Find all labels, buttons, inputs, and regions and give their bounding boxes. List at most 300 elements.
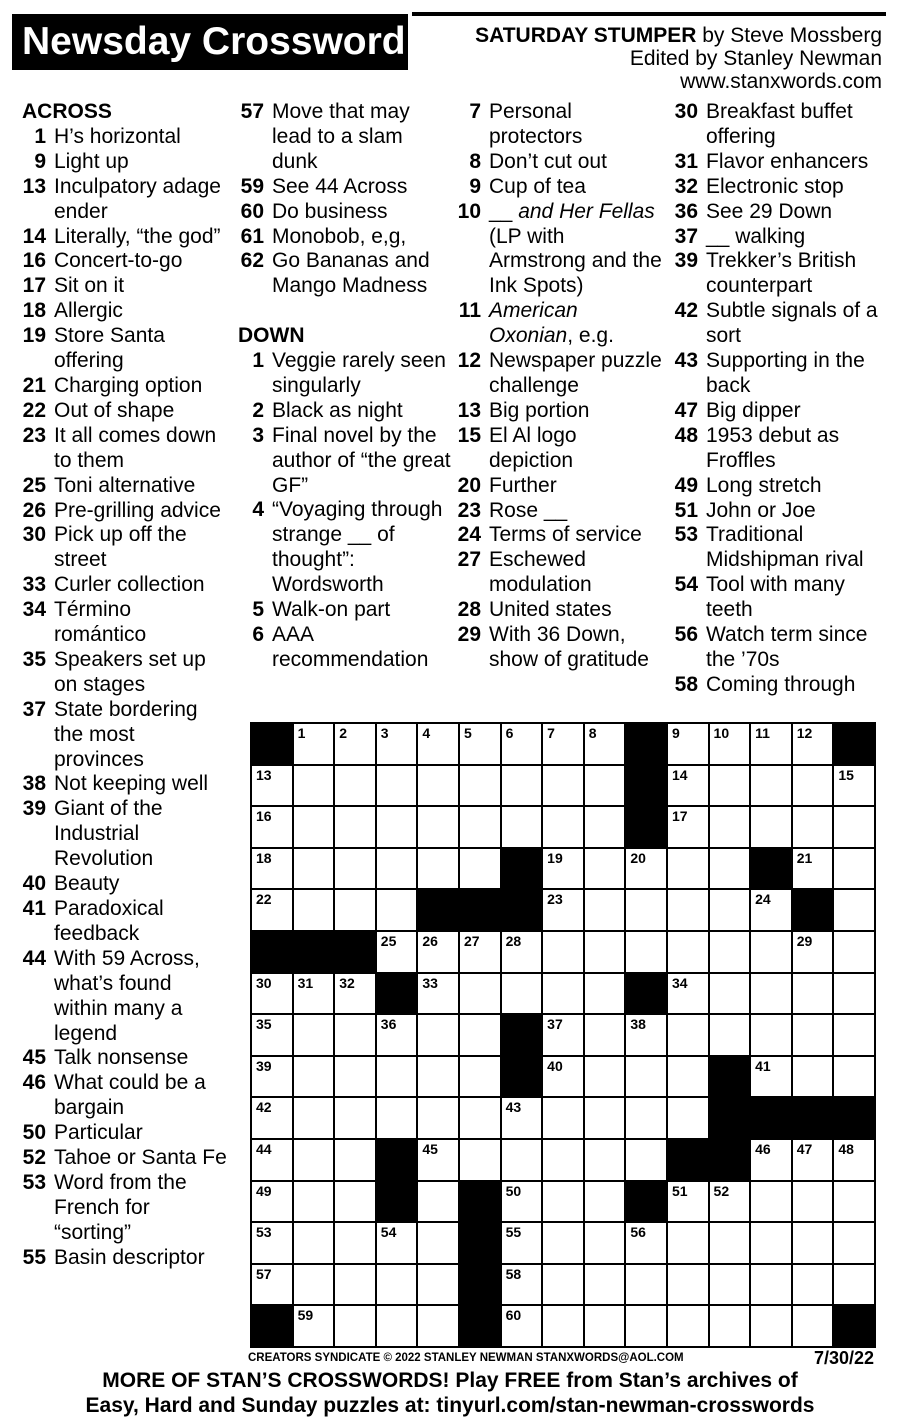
grid-cell[interactable] [584, 1056, 626, 1098]
grid-cell[interactable] [584, 973, 626, 1015]
grid-cell[interactable] [792, 765, 834, 807]
grid-cell[interactable] [293, 1222, 335, 1264]
grid-cell[interactable] [833, 1056, 875, 1098]
grid-cell[interactable] [542, 1305, 584, 1347]
grid-cell[interactable] [584, 931, 626, 973]
grid-cell[interactable] [417, 806, 459, 848]
across-clue[interactable] [22, 499, 228, 524]
grid-cell[interactable] [709, 1181, 751, 1223]
grid-cell[interactable] [625, 1014, 667, 1056]
grid-cell[interactable] [459, 806, 501, 848]
grid-cell[interactable] [833, 765, 875, 807]
cell-number: 60 [505, 1307, 522, 1324]
down-clue[interactable] [455, 474, 665, 499]
across-clue[interactable] [22, 797, 228, 872]
grid-cell[interactable] [334, 1305, 376, 1347]
cell-number: 57 [256, 1265, 272, 1282]
grid-cell[interactable] [584, 1097, 626, 1139]
grid-cell[interactable] [750, 931, 792, 973]
down-clue[interactable] [455, 598, 665, 623]
down-clue[interactable] [672, 573, 886, 623]
grid-cell[interactable] [251, 765, 293, 807]
grid-cell[interactable] [542, 1264, 584, 1306]
grid-cell[interactable] [625, 1305, 667, 1347]
grid-cell[interactable] [459, 848, 501, 890]
clue-text: Término romántico [54, 598, 147, 647]
grid-cell[interactable] [667, 1056, 709, 1098]
grid-cell[interactable] [293, 889, 335, 931]
grid-cell[interactable] [709, 1264, 751, 1306]
grid-cell[interactable] [501, 1139, 543, 1181]
grid-cell[interactable] [833, 1139, 875, 1181]
cell-number: 37 [547, 1016, 563, 1033]
cell-number: 42 [256, 1099, 272, 1116]
down-clue[interactable] [672, 225, 886, 250]
down-clue[interactable] [455, 424, 665, 474]
down-clue[interactable] [672, 673, 886, 698]
across-clue[interactable] [238, 175, 453, 200]
grid-cell[interactable] [833, 1264, 875, 1306]
grid-cell[interactable] [625, 1222, 667, 1264]
down-clue[interactable] [455, 299, 665, 349]
grid-cell[interactable] [459, 1014, 501, 1056]
down-clue[interactable] [455, 523, 665, 548]
grid-cell[interactable] [709, 1305, 751, 1347]
grid-cell[interactable] [709, 848, 751, 890]
down-clue[interactable] [455, 349, 665, 399]
grid-cell[interactable] [667, 765, 709, 807]
down-clue[interactable] [672, 100, 886, 150]
grid-cell[interactable] [750, 1305, 792, 1347]
grid-cell[interactable] [792, 1222, 834, 1264]
grid-cell[interactable] [792, 1139, 834, 1181]
grid-cell[interactable] [293, 973, 335, 1015]
grid-cell[interactable] [334, 848, 376, 890]
across-clue[interactable] [238, 249, 453, 299]
grid-cell[interactable] [334, 1014, 376, 1056]
grid-row [251, 1264, 875, 1306]
grid-cell[interactable] [459, 1097, 501, 1139]
grid-cell[interactable] [750, 806, 792, 848]
grid-cell[interactable] [750, 973, 792, 1015]
across-clue[interactable] [22, 1046, 228, 1071]
grid-cell[interactable] [750, 1222, 792, 1264]
grid-cell[interactable] [542, 1181, 584, 1223]
grid-cell[interactable] [417, 1222, 459, 1264]
grid-cell[interactable] [542, 973, 584, 1015]
across-clue[interactable] [238, 200, 453, 225]
cell-number: 13 [256, 766, 272, 783]
clue-text: What could be a bargain [54, 1071, 206, 1120]
grid-cell[interactable] [293, 848, 335, 890]
grid-cell[interactable] [417, 1305, 459, 1347]
grid-cell[interactable] [376, 765, 418, 807]
grid-cell[interactable] [750, 765, 792, 807]
across-clue[interactable] [22, 399, 228, 424]
grid-cell[interactable] [376, 1014, 418, 1056]
grid-cell[interactable] [792, 848, 834, 890]
grid-cell[interactable] [251, 973, 293, 1015]
grid-cell[interactable] [542, 931, 584, 973]
grid-cell[interactable] [667, 973, 709, 1015]
grid-cell[interactable] [459, 1139, 501, 1181]
clue-number: 60 [240, 199, 264, 223]
grid-cell[interactable] [459, 973, 501, 1015]
across-clue[interactable] [22, 324, 228, 374]
grid-cell[interactable] [501, 1305, 543, 1347]
grid-cell[interactable] [417, 1056, 459, 1098]
grid-cell[interactable] [417, 1139, 459, 1181]
grid-cell[interactable] [542, 1097, 584, 1139]
across-clue[interactable] [22, 897, 228, 947]
grid-cell[interactable] [501, 1264, 543, 1306]
down-clue[interactable] [238, 598, 453, 623]
clue-number: 52 [22, 1146, 46, 1170]
grid-cell[interactable] [584, 806, 626, 848]
grid-cell[interactable] [542, 806, 584, 848]
grid-cell[interactable] [417, 1097, 459, 1139]
across-clue[interactable] [22, 772, 228, 797]
grid-cell[interactable] [293, 1264, 335, 1306]
grid-cell[interactable] [251, 848, 293, 890]
grid-cell[interactable] [833, 1222, 875, 1264]
grid-cell[interactable] [750, 723, 792, 765]
across-clue[interactable] [238, 100, 453, 175]
grid-cell[interactable] [750, 1139, 792, 1181]
across-clue[interactable] [22, 249, 228, 274]
clue-number: 1 [34, 124, 46, 148]
grid-cell[interactable] [542, 723, 584, 765]
grid-cell[interactable] [584, 1139, 626, 1181]
across-clue[interactable] [22, 523, 228, 573]
grid-cell[interactable] [709, 723, 751, 765]
grid-cell[interactable] [709, 931, 751, 973]
grid-cell[interactable] [584, 1014, 626, 1056]
down-clue[interactable] [672, 349, 886, 399]
grid-cell[interactable] [293, 806, 335, 848]
grid-cell[interactable] [542, 1139, 584, 1181]
grid-cell[interactable] [625, 1056, 667, 1098]
grid-cell[interactable] [251, 1264, 293, 1306]
grid-cell[interactable] [542, 889, 584, 931]
grid-cell[interactable] [584, 889, 626, 931]
grid-cell[interactable] [833, 973, 875, 1015]
grid-cell[interactable] [833, 1181, 875, 1223]
grid-cell[interactable] [792, 723, 834, 765]
across-clue[interactable] [22, 598, 228, 648]
grid-cell[interactable] [709, 1014, 751, 1056]
down-clue[interactable] [238, 424, 453, 499]
grid-cell[interactable] [792, 1305, 834, 1347]
grid-cell[interactable] [667, 1305, 709, 1347]
cell-number: 36 [380, 1016, 397, 1033]
grid-cell[interactable] [584, 765, 626, 807]
grid-cell[interactable] [709, 765, 751, 807]
across-clue[interactable] [22, 150, 228, 175]
grid-cell[interactable] [792, 1264, 834, 1306]
grid-cell[interactable] [293, 765, 335, 807]
grid-cell[interactable] [625, 1139, 667, 1181]
clue-number: 22 [22, 398, 46, 422]
down-clue[interactable] [672, 150, 886, 175]
grid-cell[interactable] [584, 848, 626, 890]
grid-cell[interactable] [833, 889, 875, 931]
grid-cell[interactable] [417, 723, 459, 765]
grid-cell[interactable] [625, 848, 667, 890]
grid-cell[interactable] [667, 723, 709, 765]
grid-cell[interactable] [459, 1056, 501, 1098]
grid-cell[interactable] [750, 1014, 792, 1056]
grid-cell[interactable] [792, 973, 834, 1015]
grid-cell[interactable] [542, 765, 584, 807]
grid-cell[interactable] [459, 765, 501, 807]
down-clue[interactable] [455, 150, 665, 175]
grid-cell[interactable] [334, 1097, 376, 1139]
across-clue[interactable] [22, 648, 228, 698]
clue-number: 51 [674, 498, 698, 522]
grid-cell[interactable] [417, 1014, 459, 1056]
grid-cell[interactable] [334, 889, 376, 931]
across-clue[interactable] [22, 1146, 228, 1171]
across-clue[interactable] [22, 299, 228, 324]
grid-cell[interactable] [334, 806, 376, 848]
across-clue[interactable] [22, 274, 228, 299]
down-clue[interactable] [238, 399, 453, 424]
clue-text: Giant of the Industrial Revolution [54, 797, 163, 871]
across-clue[interactable] [22, 374, 228, 399]
down-clue[interactable] [238, 498, 453, 598]
grid-cell[interactable] [293, 1181, 335, 1223]
grid-cell[interactable] [376, 1056, 418, 1098]
grid-cell[interactable] [459, 931, 501, 973]
grid-cell[interactable] [376, 889, 418, 931]
grid-cell[interactable] [542, 1014, 584, 1056]
grid-cell[interactable] [376, 1097, 418, 1139]
grid-cell[interactable] [293, 1305, 335, 1347]
across-clue[interactable] [22, 698, 228, 773]
grid-cell[interactable] [376, 1305, 418, 1347]
grid-cell[interactable] [542, 1056, 584, 1098]
across-clue[interactable] [238, 225, 453, 250]
down-clue[interactable] [455, 499, 665, 524]
grid-cell[interactable] [667, 1222, 709, 1264]
grid-cell[interactable] [501, 1222, 543, 1264]
down-clue[interactable] [455, 100, 665, 150]
grid-cell[interactable] [334, 765, 376, 807]
grid-cell[interactable] [501, 806, 543, 848]
grid-cell[interactable] [501, 931, 543, 973]
masthead-title: Newsday Crossword [12, 14, 408, 70]
grid-cell[interactable] [251, 1097, 293, 1139]
grid-cell[interactable] [667, 1014, 709, 1056]
cell-number: 59 [297, 1307, 314, 1324]
grid-cell[interactable] [750, 889, 792, 931]
black-square [459, 1264, 501, 1306]
grid-cell[interactable] [334, 1139, 376, 1181]
grid-cell[interactable] [376, 723, 418, 765]
cell-number: 12 [796, 725, 813, 741]
down-clue[interactable] [672, 623, 886, 673]
cell-number: 56 [630, 1224, 646, 1241]
grid-cell[interactable] [501, 1097, 543, 1139]
grid-cell[interactable] [709, 973, 751, 1015]
grid-cell[interactable] [376, 806, 418, 848]
grid-cell[interactable] [792, 1056, 834, 1098]
black-square [667, 1139, 709, 1181]
grid-cell[interactable] [334, 1264, 376, 1306]
grid-cell[interactable] [251, 889, 293, 931]
down-clue[interactable] [672, 474, 886, 499]
across-clue[interactable] [22, 1171, 228, 1246]
grid-cell[interactable] [709, 806, 751, 848]
grid-cell[interactable] [667, 931, 709, 973]
grid-cell[interactable] [501, 765, 543, 807]
clue-number: 12 [457, 349, 481, 373]
grid-cell[interactable] [251, 1056, 293, 1098]
cell-number: 44 [256, 1140, 272, 1157]
across-clue[interactable] [22, 474, 228, 499]
footer-line-2[interactable]: Easy, Hard and Sunday puzzles at: tinyurl.com/stan-newman-crosswords [85, 1394, 815, 1417]
grid-cell[interactable] [501, 1181, 543, 1223]
across-clue[interactable] [22, 225, 228, 250]
black-square [833, 1097, 875, 1139]
grid-cell[interactable] [376, 931, 418, 973]
grid-cell[interactable] [709, 1222, 751, 1264]
grid-cell[interactable] [833, 806, 875, 848]
grid-cell[interactable] [293, 1139, 335, 1181]
down-clue[interactable] [672, 200, 886, 225]
down-clue[interactable] [672, 299, 886, 349]
across-clue[interactable] [22, 1121, 228, 1146]
down-clue[interactable] [455, 399, 665, 424]
grid-cell[interactable] [417, 1181, 459, 1223]
across-clue[interactable] [22, 872, 228, 897]
down-clue[interactable] [455, 175, 665, 200]
website-link[interactable]: www.stanxwords.com [680, 70, 882, 93]
across-clue[interactable] [22, 573, 228, 598]
grid-cell[interactable] [334, 723, 376, 765]
grid-cell[interactable] [667, 848, 709, 890]
grid-cell[interactable] [625, 889, 667, 931]
grid-cell[interactable] [667, 889, 709, 931]
grid-cell[interactable] [334, 1056, 376, 1098]
across-clue[interactable] [22, 424, 228, 474]
grid-cell[interactable] [376, 1222, 418, 1264]
grid-cell[interactable] [376, 1264, 418, 1306]
across-clue[interactable] [22, 175, 228, 225]
grid-cell[interactable] [667, 1097, 709, 1139]
grid-cell[interactable] [584, 1264, 626, 1306]
down-clue[interactable] [238, 349, 453, 399]
cell-number: 4 [422, 725, 431, 741]
down-clue[interactable] [672, 499, 886, 524]
byline-line-1 [475, 24, 882, 47]
grid-cell[interactable] [750, 1181, 792, 1223]
clue-column-3 [455, 100, 665, 673]
black-square [501, 889, 543, 931]
down-clue[interactable] [455, 623, 665, 673]
grid-cell[interactable] [542, 848, 584, 890]
grid-cell[interactable] [584, 723, 626, 765]
grid-cell[interactable] [792, 1014, 834, 1056]
grid-cell[interactable] [293, 1097, 335, 1139]
down-clue[interactable] [672, 175, 886, 200]
grid-cell[interactable] [501, 973, 543, 1015]
grid-cell[interactable] [709, 889, 751, 931]
grid-cell[interactable] [293, 1014, 335, 1056]
grid-cell[interactable] [750, 1264, 792, 1306]
clue-text: Not keeping well [54, 772, 209, 796]
grid-cell[interactable] [792, 1181, 834, 1223]
grid-cell[interactable] [667, 1264, 709, 1306]
grid-cell[interactable] [417, 973, 459, 1015]
grid-cell[interactable] [584, 1222, 626, 1264]
grid-cell[interactable] [251, 1222, 293, 1264]
grid-cell[interactable] [584, 1181, 626, 1223]
grid-cell[interactable] [417, 765, 459, 807]
grid-cell[interactable] [625, 931, 667, 973]
grid-cell[interactable] [376, 848, 418, 890]
clue-number: 57 [240, 100, 264, 123]
grid-cell[interactable] [501, 723, 543, 765]
grid-cell[interactable] [251, 1181, 293, 1223]
down-clue[interactable] [455, 200, 665, 300]
down-clue[interactable] [672, 424, 886, 474]
grid-cell[interactable] [334, 1181, 376, 1223]
grid-cell[interactable] [251, 1014, 293, 1056]
grid-cell[interactable] [459, 723, 501, 765]
across-clue[interactable] [22, 125, 228, 150]
grid-cell[interactable] [251, 1139, 293, 1181]
clue-number: 23 [457, 498, 481, 522]
clue-text: John or Joe [706, 498, 816, 522]
down-clue[interactable] [672, 249, 886, 299]
across-clue[interactable] [22, 1071, 228, 1121]
grid-cell[interactable] [792, 806, 834, 848]
grid-cell[interactable] [417, 931, 459, 973]
clue-text: Tool with many teeth [706, 573, 845, 622]
grid-cell[interactable] [625, 1264, 667, 1306]
grid-cell[interactable] [334, 973, 376, 1015]
grid-cell[interactable] [251, 806, 293, 848]
grid-cell[interactable] [792, 931, 834, 973]
grid-cell[interactable] [293, 1056, 335, 1098]
grid-cell[interactable] [750, 1056, 792, 1098]
grid-cell[interactable] [542, 1222, 584, 1264]
clue-number: 10 [457, 199, 481, 223]
grid-cell[interactable] [667, 1181, 709, 1223]
grid-row [251, 889, 875, 931]
down-clue[interactable] [672, 399, 886, 424]
grid-cell[interactable] [833, 1014, 875, 1056]
grid-cell[interactable] [417, 1264, 459, 1306]
down-clue[interactable] [238, 623, 453, 673]
grid-cell[interactable] [833, 848, 875, 890]
grid-cell[interactable] [334, 1222, 376, 1264]
across-clue[interactable] [22, 947, 228, 1047]
down-clue[interactable] [455, 548, 665, 598]
grid-cell[interactable] [293, 723, 335, 765]
grid-cell[interactable] [584, 1305, 626, 1347]
grid-cell[interactable] [625, 1097, 667, 1139]
across-clue[interactable] [22, 1246, 228, 1271]
grid-cell[interactable] [417, 848, 459, 890]
clue-number: 39 [22, 797, 46, 821]
down-clue[interactable] [672, 523, 886, 573]
grid-row [251, 1139, 875, 1181]
grid-cell[interactable] [667, 806, 709, 848]
grid-cell[interactable] [833, 931, 875, 973]
